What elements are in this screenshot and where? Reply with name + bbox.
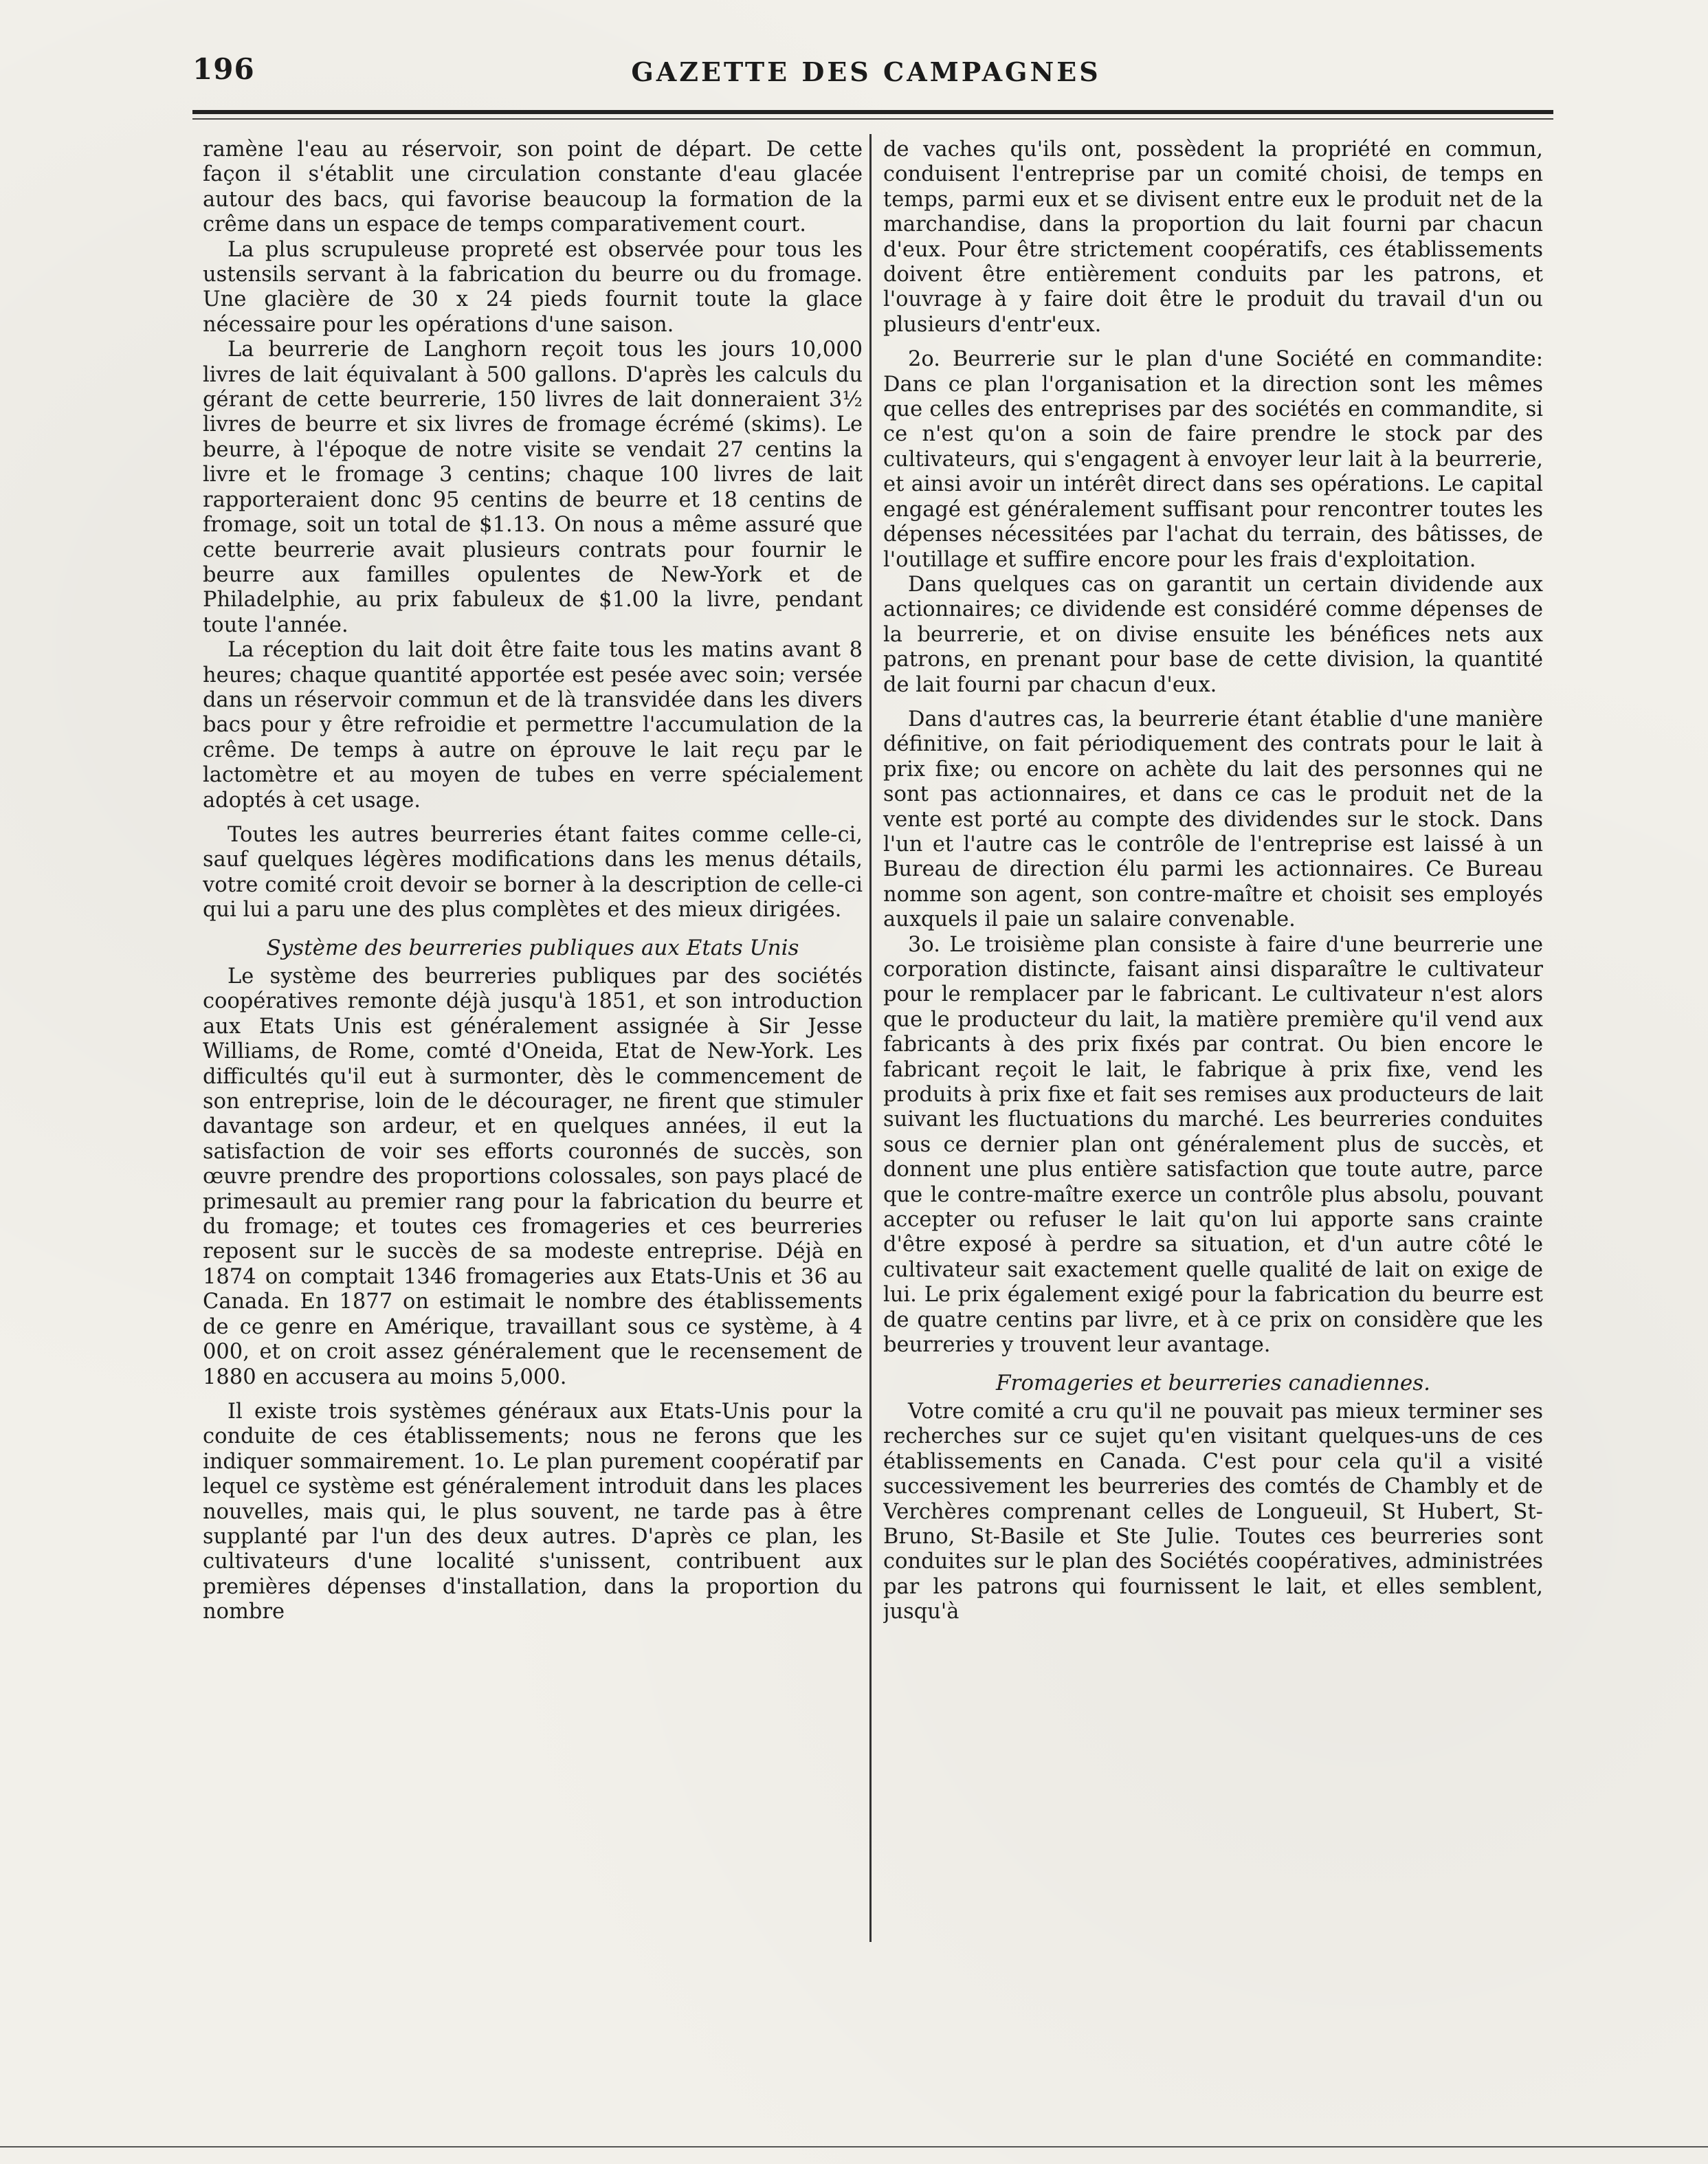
paragraph: Le système des beurreries publiques par des sociétés coopératives remonte déjà jusqu'à 1851, et son introduction aux Etats Unis est généralement assignée à Sir Jesse Williams, de Rome, comté d'Oneida, Etat de New-York. Les difficultés qu'il eut à surmonter, dès le commencement de son entreprise, loin de le décourager, ne firent que stimuler davantage son ardeur, et en quelques années, il eut la satisfaction de voir ses efforts couronnés de succès, son œuvre prendre des proportions colossales, son pays placé de primesault au premier rang pour la fabrication du beurre et du fromage; et toutes ces fromageries et ces beurreries reposent sur le succès de sa modeste entreprise. Déjà en 1874 on comptait 1346 fromageries aux Etats-Unis et 36 au Canada. En 1877 on estimait le nombre des établissements de ce genre en Amérique, travaillant sous ce système, à 4 000, et on croit assez généralement que le recensement de 1880 en accusera au moins 5,000. (203, 964, 863, 1389)
header-rule-thin (192, 118, 1553, 120)
paragraph: La plus scrupuleuse propreté est observée pour tous les ustensils servant à la fabrication du beurre ou du fromage. Une glacière de 30 x 24 pieds fournit toute la glace nécessaire pour les opérations d'une saison. (203, 237, 863, 337)
header-rule (192, 110, 1553, 114)
right-column (883, 137, 1543, 2097)
paragraph: ramène l'eau au réservoir, son point de départ. De cette façon il s'établit une circulation constante d'eau glacée autour des bacs, qui favorise beaucoup la formation de la crême dans un espace de temps comparativement court. (203, 137, 863, 237)
section-heading: Système des beurreries publiques aux Etats Unis (266, 935, 799, 960)
paragraph: Votre comité a cru qu'il ne pouvait pas mieux terminer ses recherches sur ce sujet qu'en visitant quelques-uns de ces établissements en Canada. C'est pour cela qu'il a visité successivement les beurreries des comtés de Chambly et de Verchères comprenant celles de Longueuil, St Hubert, St-Bruno, St-Basile et Ste Julie. Toutes ces beurreries sont conduites sur le plan des Sociétés coopératives, administrées par les patrons qui fournissent le lait, et elles semblent, jusqu'à (883, 1399, 1543, 1624)
page-header (186, 47, 1546, 95)
paragraph: 2o. Beurrerie sur le plan d'une Société en commandite: Dans ce plan l'organisation et la direction sont les mêmes que celles des entreprises par des sociétés en commandite, si ce n'est qu'on a soin de faire prendre le stock par des cultivateurs, qui s'engagent à envoyer leur lait à la beurrerie, et ainsi avoir un intérêt direct dans ses opérations. Le capital engagé est généralement suffisant pour rencontrer toutes les dépenses nécessitées par l'achat du terrain, des bâtisses, de l'outillage et suffire encore pour les frais d'exploitation. (883, 347, 1543, 572)
paragraph: Dans quelques cas on garantit un certain dividende aux actionnaires; ce dividende est considéré comme dépenses de la beurrerie, et on divise ensuite les bénéfices nets aux patrons, en prenant pour base de cette division, la quantité de lait fourni par chacun d'eux. (883, 572, 1543, 697)
column-divider (869, 134, 872, 1942)
section-heading: Fromageries et beurreries canadiennes. (996, 1370, 1430, 1395)
running-title: GAZETTE DES CAMPAGNES (631, 56, 1101, 87)
bottom-rule (0, 2146, 1708, 2148)
paragraph: Dans d'autres cas, la beurrerie étant établie d'une manière définitive, on fait périodiquement des contrats pour le lait à prix fixe; ou encore on achète du lait des personnes qui ne sont pas actionnaires, et dans ce cas le produit net de la vente est porté au compte des dividendes sur le stock. Dans l'un et l'autre cas le contrôle de l'entreprise est laissé à un Bureau de direction élu parmi les actionnaires. Ce Bureau nomme son agent, son contre-maître et choisit ses employés auxquels il paie un salaire convenable. (883, 707, 1543, 932)
page-number: 196 (192, 52, 255, 86)
paragraph: 3o. Le troisième plan consiste à faire d'une beurrerie une corporation distincte, faisant ainsi disparaître le cultivateur pour le remplacer par le fabricant. Le cultivateur n'est alors que le producteur du lait, la matière première qu'il vend aux fabricants à des prix fixés par contrat. Ou bien encore le fabricant reçoit le lait, le fabrique à prix fixe, vend les produits à prix fixe et fait ses remises aux producteurs de lait suivant les fluctuations du marché. Les beurreries conduites sous ce dernier plan ont généralement plus de succès, et donnent une plus entière satisfaction que toute autre, parce que le contre-maître exerce un contrôle plus absolu, pouvant accepter ou refuser le lait qu'on lui apporte sans crainte d'être exposé à perdre sa situation, et d'un autre côté le cultivateur sait exactement quelle qualité de lait on exige de lui. Le prix également exigé pour la fabrication du beurre est de quatre centins par livre, et à ce prix on considère que les beurreries y trouvent leur avantage. (883, 932, 1543, 1358)
paragraph: Il existe trois systèmes généraux aux Etats-Unis pour la conduite de ces établissements; nous ne ferons que les indiquer sommairement. 1o. Le plan purement coopératif par lequel ce système est généralement introduit dans les places nouvelles, mais qui, le plus souvent, ne tarde pas à être supplanté par l'un des deux autres. D'après ce plan, les cultivateurs d'une localité s'unissent, contribuent aux premières dépenses d'installation, dans la proportion du nombre (203, 1399, 863, 1624)
paragraph: La beurrerie de Langhorn reçoit tous les jours 10,000 livres de lait équivalant à 500 gallons. D'après les calculs du gérant de cette beurrerie, 150 livres de lait donneraient 3½ livres de beurre et six livres de fromage écrémé (skims). Le beurre, à l'époque de notre visite se vendait 27 centins la livre et le fromage 3 centins; chaque 100 livres de lait rapporteraient donc 95 centins de beurre et 18 centins de fromage, soit un total de $1.13. On nous a même assuré que cette beurrerie avait plusieurs contrats pour fournir le beurre aux familles opulentes de New-York et de Philadelphie, au prix fabuleux de $1.00 la livre, pendant toute l'année. (203, 338, 863, 637)
paragraph: La réception du lait doit être faite tous les matins avant 8 heures; chaque quantité apportée est pesée avec soin; versée dans un réservoir commun et de là transvidée dans les divers bacs pour y être refroidie et permettre l'accumulation de la crême. De temps à autre on éprouve le lait reçu par le lactomètre et au moyen de tubes en verre spécialement adoptés à cet usage. (203, 638, 863, 813)
left-column (203, 137, 863, 2097)
paragraph: Toutes les autres beurreries étant faites comme celle-ci, sauf quelques légères modifications dans les menus détails, votre comité croit devoir se borner à la description de celle-ci qui lui a paru une des plus complètes et des mieux dirigées. (203, 822, 863, 923)
paragraph: de vaches qu'ils ont, possèdent la propriété en commun, conduisent l'entreprise par un comité choisi, de temps en temps, parmi eux et se divisent entre eux le produit net de la marchandise, dans la proportion du lait fourni par chacun d'eux. Pour être strictement coopératifs, ces établissements doivent être entièrement conduits par les patrons, et l'ouvrage à y faire doit être le produit du travail d'un ou plusieurs d'entr'eux. (883, 137, 1543, 337)
